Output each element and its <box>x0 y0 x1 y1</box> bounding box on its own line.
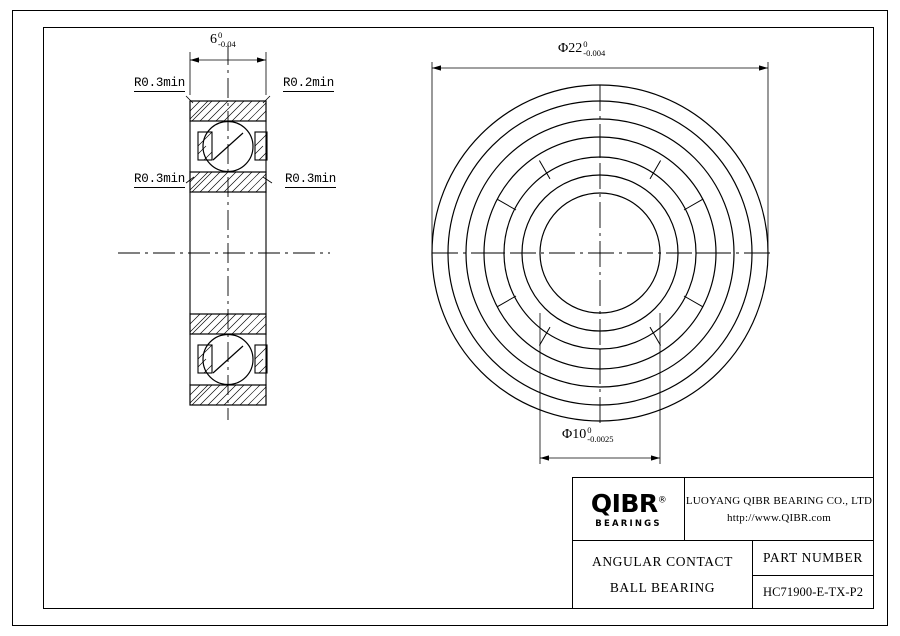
part-number-label: PART NUMBER <box>753 541 873 576</box>
cage-top-hatch <box>198 132 267 160</box>
outer-diameter-label: Φ22 0 -0.004 <box>558 39 606 58</box>
width-dimension-label: 6 0 -0.04 <box>210 30 236 49</box>
bore-diameter-label: Φ10 0 -0.0025 <box>562 425 614 444</box>
company-name: LUOYANG QIBR BEARING CO., LTD <box>685 494 873 507</box>
chamfer-note-mid-right: R0.3min <box>285 172 337 186</box>
chamfer-note-mid-left: R0.3min <box>134 172 186 186</box>
registered-trademark-icon: ® <box>657 495 667 506</box>
chamfer-note-top-left: R0.3min <box>134 76 186 90</box>
company-url: http://www.QIBR.com <box>727 511 831 524</box>
product-description-line1: ANGULAR CONTACT <box>591 554 734 570</box>
chamfer-leaders <box>186 96 272 183</box>
title-block-body <box>573 541 873 609</box>
product-description-line2: BALL BEARING <box>609 580 716 595</box>
company-info <box>685 478 873 540</box>
title-block-header <box>573 478 873 541</box>
product-description <box>573 541 753 609</box>
part-number-value: HC71900-E-TX-P2 <box>762 584 864 599</box>
chamfer-note-top-right: R0.2min <box>283 76 335 90</box>
cage-bottom-hatch <box>198 345 267 373</box>
logo-tagline: BEARINGS <box>595 519 662 529</box>
company-logo <box>573 478 685 540</box>
part-number-block <box>753 541 873 609</box>
title-block <box>572 477 874 609</box>
logo-wordmark: QIBR® <box>590 489 667 518</box>
